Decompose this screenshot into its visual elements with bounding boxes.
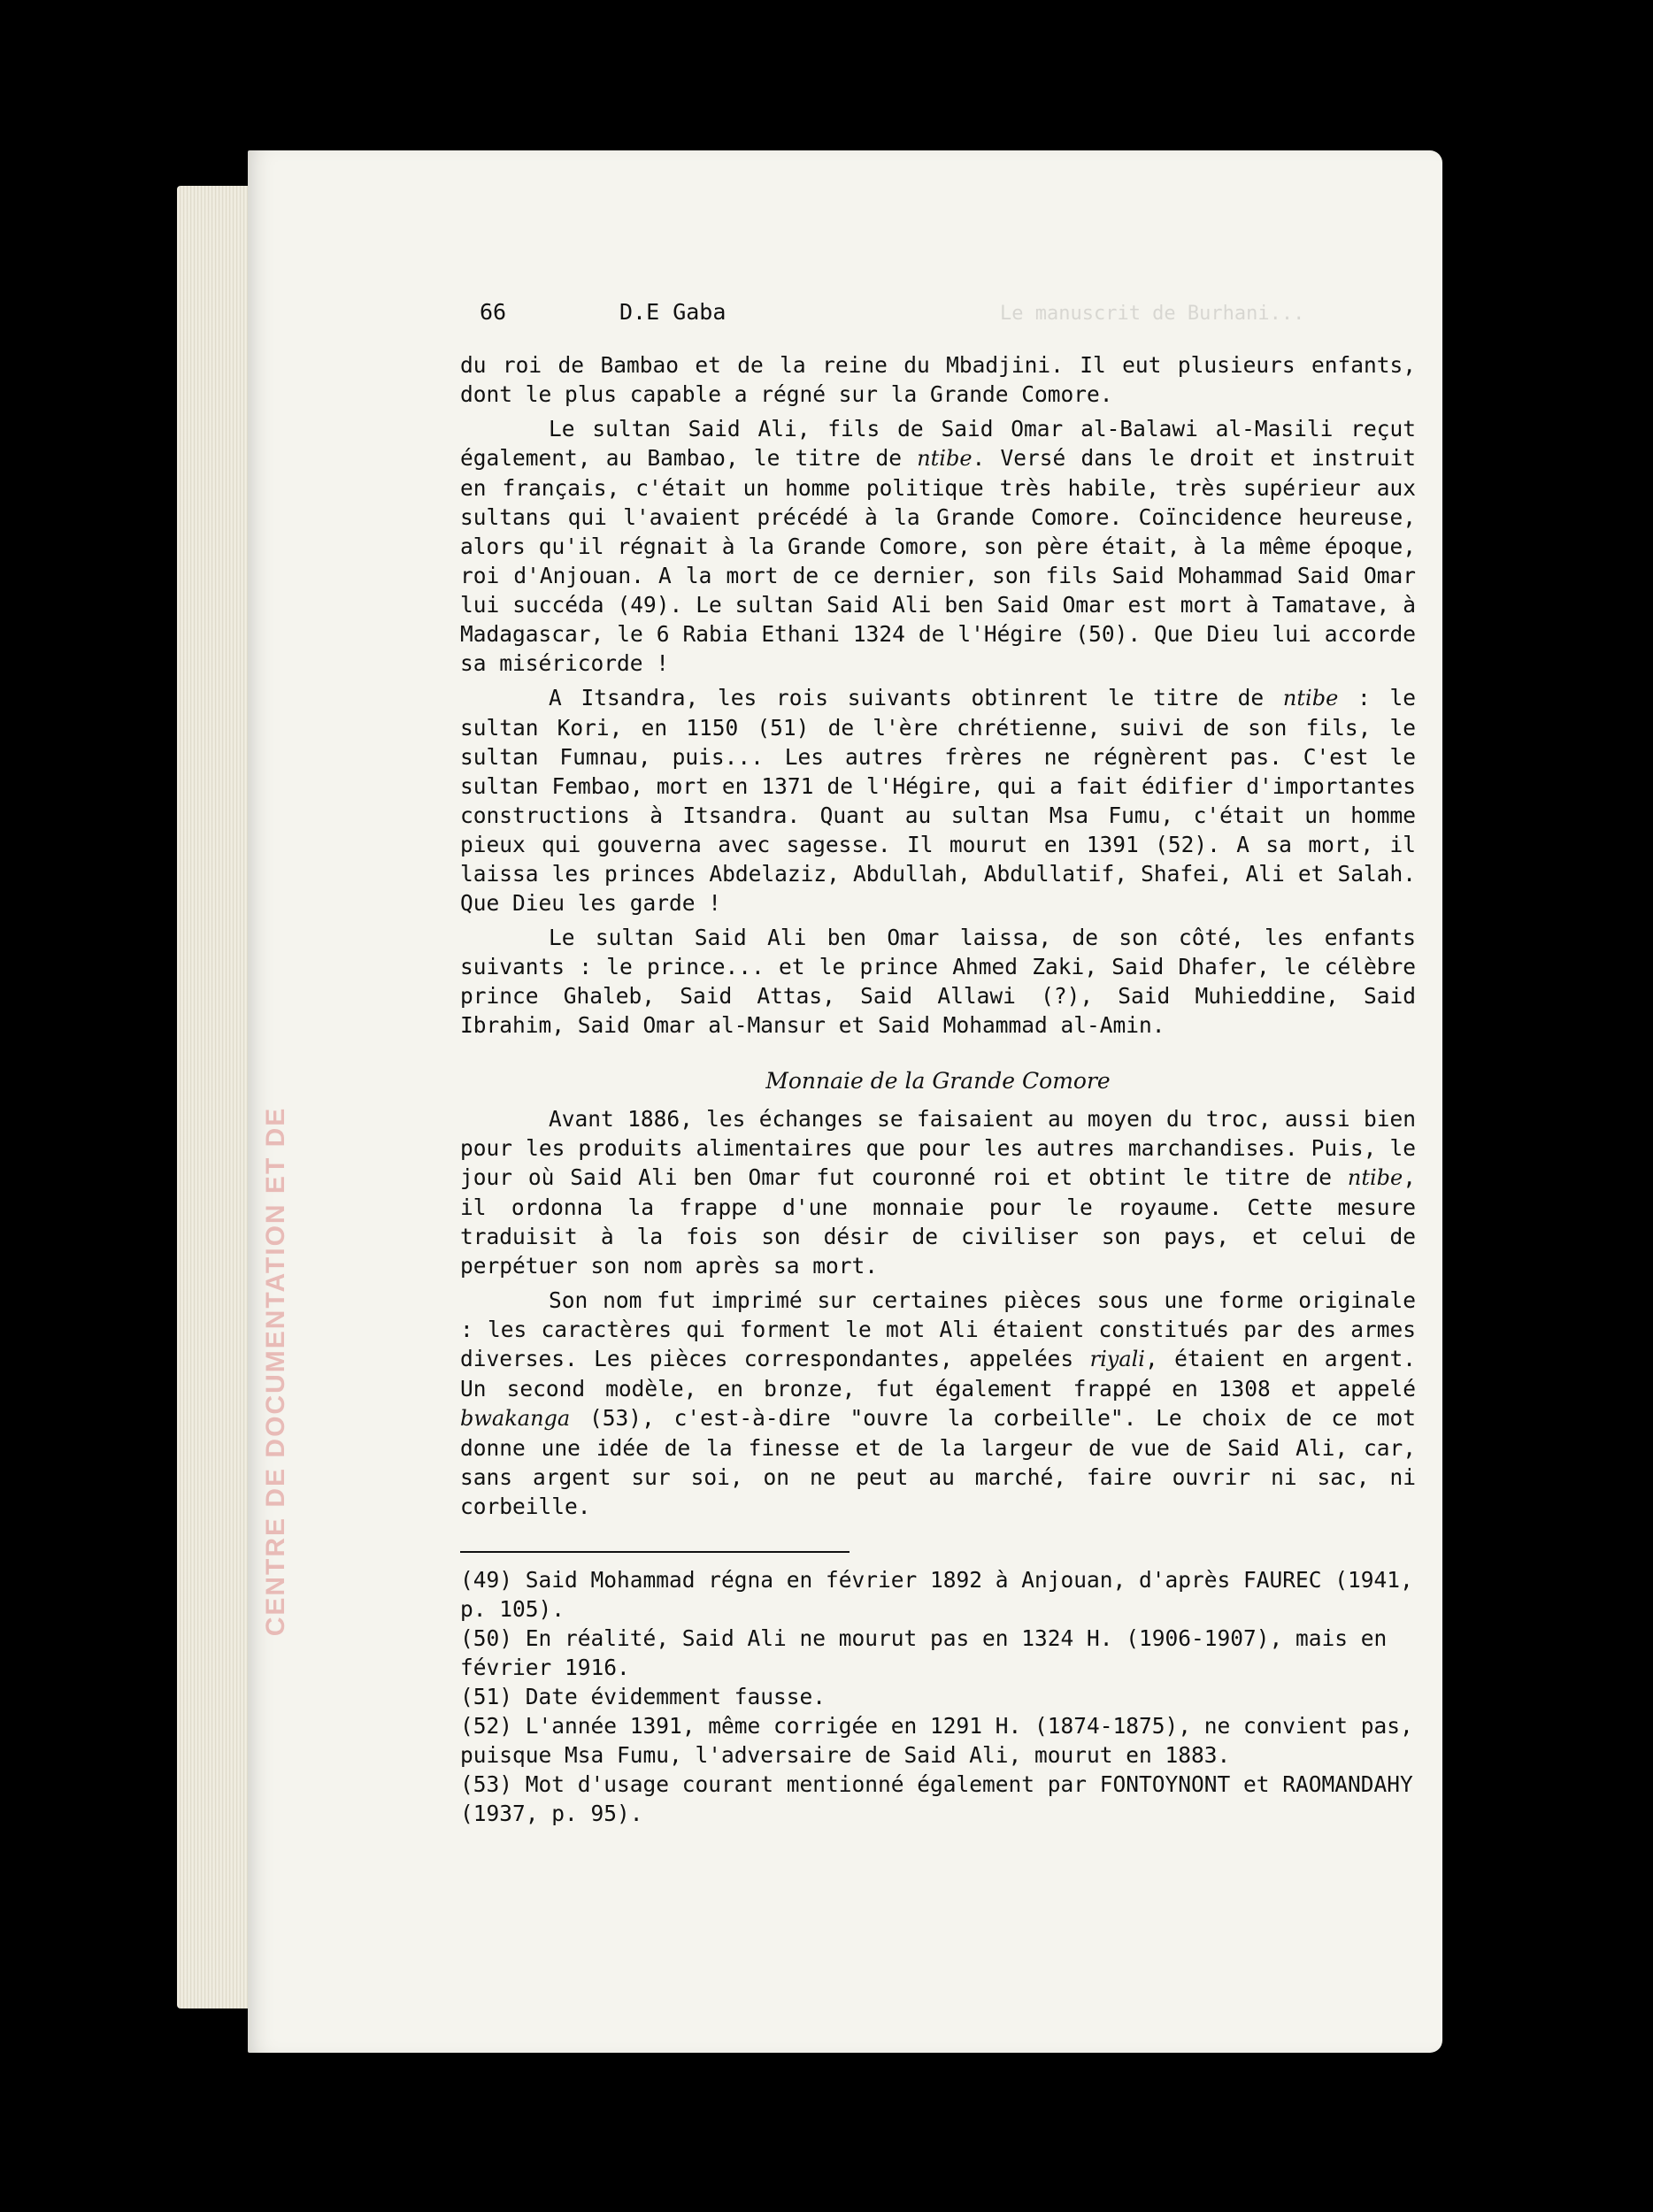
stamp-text: CENTRE DE DOCUMENTATION ET DE [261,1106,290,1637]
paragraph-2-text-b: . Versé dans le droit et instruit en français, c'était un homme politique très habile, très supérieur aux sultans qui l'avaient précédé à la Grande Comore. Coïncidence heureuse, alors qu'il régnait à la Grande Comore, son père était, à la même époque, roi d'Anjouan. A la mort de ce dernier, son fils Said Mohammad Said Omar lui succéda (49). Le sultan Said Ali ben Said Omar est mort à Tamatave, à Madagascar, le 6 Rabia Ethani 1324 de l'Hégire (50). Que Dieu lui accorde sa miséricorde ! [460,445,1416,676]
paragraph-1: du roi de Bambao et de la reine du Mbadjini. Il eut plusieurs enfants, dont le plus capable a régné sur la Grande Comore. [460,352,1416,407]
section-title: Monnaie de la Grande Comore [765,1068,1111,1094]
term-ntibe: ntibe [1282,686,1339,710]
paragraph-2-text-a: Le sultan Said Ali, fils de Said Omar al-Balawi al-Masili reçut également, au Bambao, le titre de [460,416,1416,471]
footnote-53: (53) Mot d'usage courant mentionné également par FONTOYNONT et RAOMANDAHY (1937, p. 95). [460,1771,1413,1826]
footnote-50: (50) En réalité, Said Ali ne mourut pas en 1324 H. (1906-1907), mais en février 1916. [460,1625,1388,1680]
footnotes [460,1565,1416,1828]
running-author: D.E Gaba [619,299,727,325]
footnote-52: (52) L'année 1391, même corrigée en 1291 H. (1874-1875), ne convient pas, puisque Msa Fumu, l'adversaire de Said Ali, mourut en 1883. [460,1713,1413,1768]
footnote-separator [460,1551,850,1553]
paragraph-6-text-a: Son nom fut imprimé sur certaines pièces sous une forme originale : les caractères qui forment le mot Ali étaient constitués par des armes diverses. Les pièces correspondantes, appelées [460,1287,1416,1371]
term-ntibe: ntibe [1347,1165,1403,1190]
paragraph-5 [460,1104,1416,1280]
bleed-through-text: Le manuscrit de Burhani... [1000,303,1305,325]
page-number: 66 [480,299,507,325]
footnote-49: (49) Said Mohammad régna en février 1892 à Anjouan, d'après FAUREC (1941, p. 105). [460,1567,1413,1622]
paragraph-6-text-c: (53), c'est-à-dire "ouvre la corbeille". Le choix de ce mot donne une idée de la finesse et de la largeur de vue de Said Ali, car, sans argent sur soi, on ne peut au marché, faire ouvrir ni sac, ni corbeille. [460,1405,1416,1519]
term-ntibe: ntibe [917,446,973,471]
footnote-51: (51) Date évidemment fausse. [460,1684,826,1709]
term-bwakanga: bwakanga [460,1406,571,1431]
paragraph-6-text-b: , étaient en argent. Un second modèle, en bronze, fut également frappé en 1308 et appelé [460,1346,1416,1402]
paragraph-2 [460,414,1416,678]
term-riyali: riyali [1089,1347,1145,1371]
running-header [460,297,1416,350]
library-stamp [258,1035,294,1708]
paragraph-5-text-a: Avant 1886, les échanges se faisaient au moyen du troc, aussi bien pour les produits alimentaires que pour les autres marchandises. Puis, le jour où Said Ali ben Omar fut couronné roi et obtint le titre de [460,1106,1416,1190]
page-content [460,297,1416,1828]
paragraph-3-text-b: : le sultan Kori, en 1150 (51) de l'ère chrétienne, suivi de son fils, le sultan Fumnau, puis... Les autres frères ne régnèrent pas. C'est le sultan Fembao, mort en 1371 de l'Hégire, qui a fait édifier d'importantes constructions à Itsandra. Quant au sultan Msa Fumu, c'était un homme pieux qui gouverna avec sagesse. Il mourut en 1391 (52). A sa mort, il laissa les princes Abdelaziz, Abdullah, Abdullatif, Shafei, Ali et Salah. Que Dieu les garde ! [460,685,1416,916]
paragraph-5-text-b: , il ordonna la frappe d'une monnaie pour le royaume. Cette mesure traduisit à la fois son désir de civiliser son pays, et celui de perpétuer son nom après sa mort. [460,1164,1416,1279]
paragraph-6 [460,1286,1416,1521]
paragraph-4: Le sultan Said Ali ben Omar laissa, de son côté, les enfants suivants : le prince... et le prince Ahmed Zaki, Said Dhafer, le célèbre prince Ghaleb, Said Attas, Said Allawi (?), Said Muhieddine, Said Ibrahim, Said Omar al-Mansur et Said Mohammad al-Amin. [460,925,1416,1038]
paragraph-3-text-a: A Itsandra, les rois suivants obtinrent le titre de [549,685,1283,710]
paragraph-3 [460,683,1416,918]
